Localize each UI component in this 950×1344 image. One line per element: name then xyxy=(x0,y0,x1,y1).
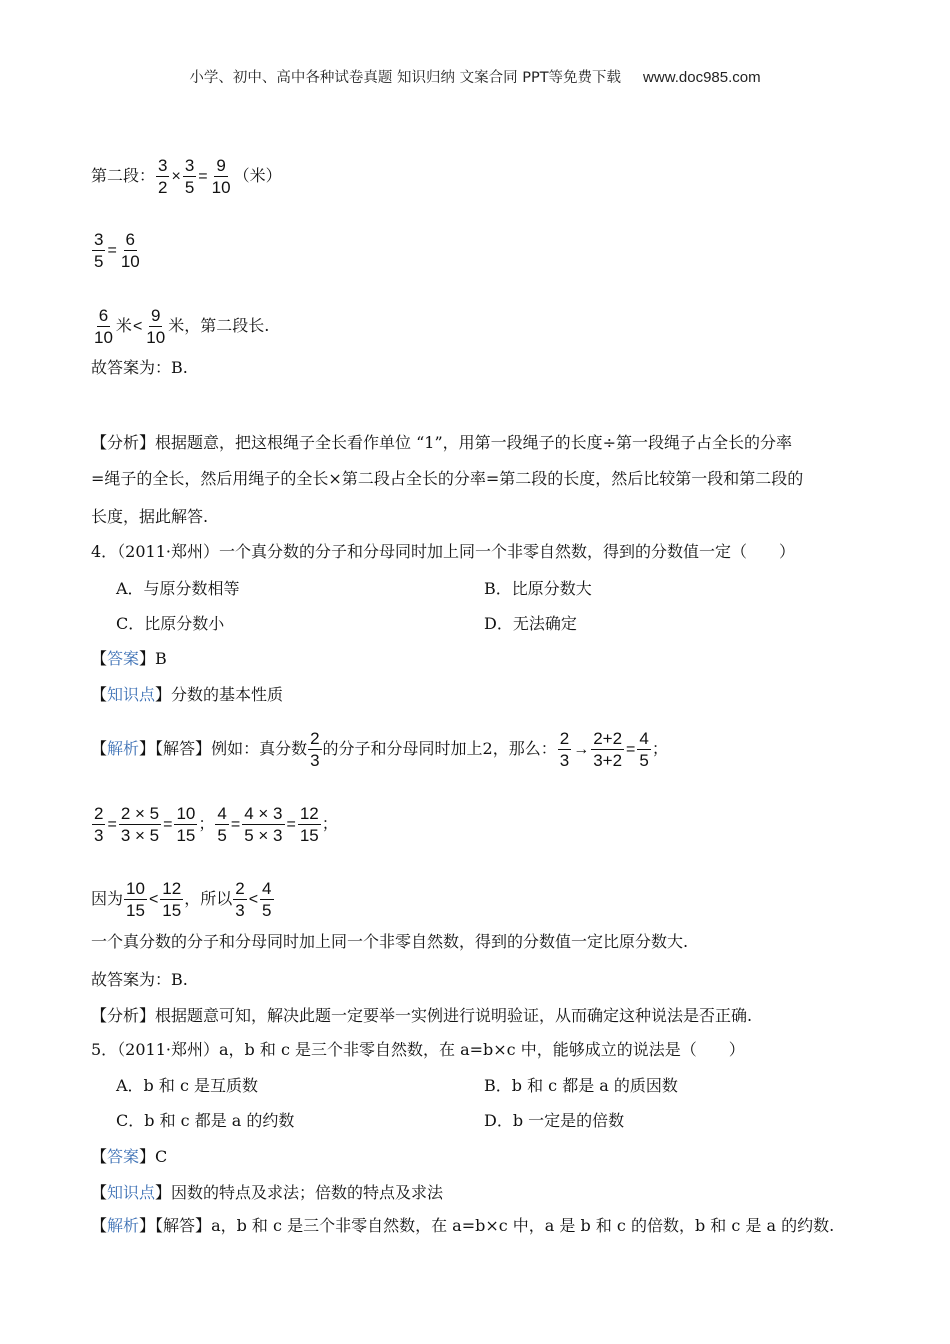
q5-answer: 【答案】C xyxy=(91,1147,168,1166)
fraction: $\frac{12}{15}$ xyxy=(299,804,319,845)
text: 根据题意，把这根绳子全长看作单位 “1”，用第一段绳子的长度÷第一段绳子占全长的分率 xyxy=(155,433,793,452)
q5-option-d: D．b 一定是的倍数 xyxy=(484,1111,625,1130)
knowledge-tag: 知识点 xyxy=(107,685,156,704)
answer-tag: 答案 xyxy=(107,649,140,668)
fraction: $\frac{3}{2}$ xyxy=(158,156,168,197)
fraction: $\frac{10}{15}$ xyxy=(126,879,145,920)
equals-sign: = xyxy=(107,242,117,259)
fraction: $\frac{2 \times 5}{3 \times 5}$ xyxy=(120,804,160,845)
s1-analysis-line3: 长度，据此解答. xyxy=(91,507,209,526)
q5-knowledge-point: 【知识点】因数的特点及求法；倍数的特点及求法 xyxy=(91,1183,444,1202)
fraction: $\frac{6}{10}$ xyxy=(120,230,140,271)
answer-tag: 答案 xyxy=(107,1147,140,1166)
s1-analysis-line2: =绳子的全长，然后用绳子的全长×第二段占全长的分率=第二段的长度，然后比较第一段和第二段的 xyxy=(91,469,804,488)
fraction: $\frac{12}{15}$ xyxy=(162,879,182,920)
fraction: $\frac{2+2}{3+2}$ xyxy=(593,729,623,770)
q4-conclusion: 一个真分数的分子和分母同时加上同一个非零自然数，得到的分数值一定比原分数大. xyxy=(91,932,689,951)
q4-option-d: D．无法确定 xyxy=(484,614,577,633)
fraction: $\frac{2}{3}$ xyxy=(235,879,245,920)
less-than-sign: < xyxy=(132,318,143,335)
text: ，所以 xyxy=(184,889,233,908)
analysis-tag: 【分析】 xyxy=(91,433,156,452)
q4-stem: 4．（2011·郑州）一个真分数的分子和分母同时加上同一个非零自然数，得到的分数值一定（ ） xyxy=(91,542,795,561)
q4-solution-line3: 因为 $\frac{10}{15}$ < $\frac{12}{15}$ ，所以 $\frac{2}{3}$ < $\frac{4}{5}$ xyxy=(91,879,272,920)
solution-tag: 解析 xyxy=(107,739,140,758)
fraction: $\frac{4}{5}$ xyxy=(639,729,649,770)
s1-line3 xyxy=(91,306,269,347)
fraction: $\frac{4 \times 3}{5 \times 3}$ xyxy=(244,804,283,845)
q4-analysis xyxy=(91,1004,752,1028)
text: 因数的特点及求法；倍数的特点及求法 xyxy=(171,1183,444,1202)
fraction: $\frac{4}{5}$ xyxy=(217,804,227,845)
unit: （米） xyxy=(233,166,282,185)
s1-line2 xyxy=(91,230,143,271)
text: a，b 和 c 是三个非零自然数，在 a=b×c 中，a 是 b 和 c 的倍数，b 和 c 是 a 的约数. xyxy=(211,1216,835,1235)
fraction: $\frac{6}{10}$ xyxy=(94,306,113,347)
q4-option-a: A．与原分数相等 xyxy=(116,579,240,598)
s1-analysis-line1 xyxy=(91,431,792,455)
solution-tag: 解析 xyxy=(107,1216,140,1235)
less-than-sign: < xyxy=(148,891,159,908)
answer-value: B xyxy=(155,649,167,668)
equals-sign: = xyxy=(198,168,208,185)
s1-line1 xyxy=(91,156,282,197)
text: 分数的基本性质 xyxy=(171,685,284,704)
times-sign: × xyxy=(171,168,181,185)
q4-knowledge-point: 【知识点】分数的基本性质 xyxy=(91,685,284,704)
q4-answer: 【答案】B xyxy=(91,649,167,668)
s1-answer: 故答案为：B. xyxy=(91,358,188,377)
text: 米，第二段长. xyxy=(168,316,270,335)
s1-label: 第二段： xyxy=(91,166,156,185)
q4-option-b: B．比原分数大 xyxy=(484,579,592,598)
text: 【解答】 xyxy=(155,1216,212,1235)
text: 根据题意可知，解决此题一定要举一实例进行说明验证，从而确定这种说法是否正确. xyxy=(155,1006,753,1025)
fraction: $\frac{3}{5}$ xyxy=(94,230,104,271)
fraction: $\frac{2}{3}$ xyxy=(310,729,320,770)
header-url[interactable]: www.doc985.com xyxy=(643,69,761,86)
page-header xyxy=(0,66,950,87)
fraction: $\frac{2}{3}$ xyxy=(559,729,570,770)
fraction: $\frac{10}{15}$ xyxy=(176,804,196,845)
header-text: 小学、初中、高中各种试卷真题 知识归纳 文案合同 PPT等免费下载 xyxy=(189,70,622,86)
equals-sign: = xyxy=(626,741,636,758)
answer-value: C xyxy=(155,1147,168,1166)
q4-solution-line2: $\frac{2}{3}$ = $\frac{2 \times 5}{3 \times 5}$ = $\frac{10}{15}$ ； $\frac{4}{5}$ = $\frac{4 \times 3}{5 \times 3}$ = $\frac{12}{15}$ ； xyxy=(94,804,338,845)
q4-option-c: C．比原分数小 xyxy=(116,614,225,633)
text: 米 xyxy=(115,316,132,335)
q5-option-b: B．b 和 c 都是 a 的质因数 xyxy=(484,1076,678,1095)
fraction: $\frac{2}{3}$ xyxy=(94,804,104,845)
q5-solution: 【解析】【解答】a，b 和 c 是三个非零自然数，在 a=b×c 中，a 是 b 和 c 的倍数，b 和 c 是 a 的约数. xyxy=(91,1216,835,1235)
q4-solution-line1: 【解析】【解答】例如：真分数 $\frac{2}{3}$ 的分子和分母同时加上2，那么： $\frac{2}{3}$ → $\frac{2+2}{3+2}$ = $\frac{4}{5}$ ； xyxy=(91,729,668,770)
q5-option-a: A．b 和 c 是互质数 xyxy=(116,1076,259,1095)
text: 例如：真分数 xyxy=(211,739,308,758)
text: ； xyxy=(651,739,668,758)
fraction: $\frac{9}{10}$ xyxy=(146,306,166,347)
q5-stem: 5．（2011·郑州）a，b 和 c 是三个非零自然数，在 a=b×c 中，能够成立的说法是（ ） xyxy=(91,1040,745,1059)
q5-option-c: C．b 和 c 都是 a 的约数 xyxy=(116,1111,295,1130)
text: 因为 xyxy=(91,889,124,908)
fraction: $\frac{3}{5}$ xyxy=(184,156,195,197)
fraction: $\frac{4}{5}$ xyxy=(262,879,272,920)
analysis-tag: 【分析】 xyxy=(91,1006,156,1025)
text: ； xyxy=(198,814,215,833)
text: 的分子和分母同时加上2，那么： xyxy=(322,739,557,758)
text: 【解答】 xyxy=(155,739,212,758)
knowledge-tag: 知识点 xyxy=(107,1183,156,1202)
q4-final-answer: 故答案为：B. xyxy=(91,970,188,989)
arrow-icon: → xyxy=(573,741,590,758)
fraction: $\frac{9}{10}$ xyxy=(211,156,231,197)
text: ； xyxy=(321,814,338,833)
